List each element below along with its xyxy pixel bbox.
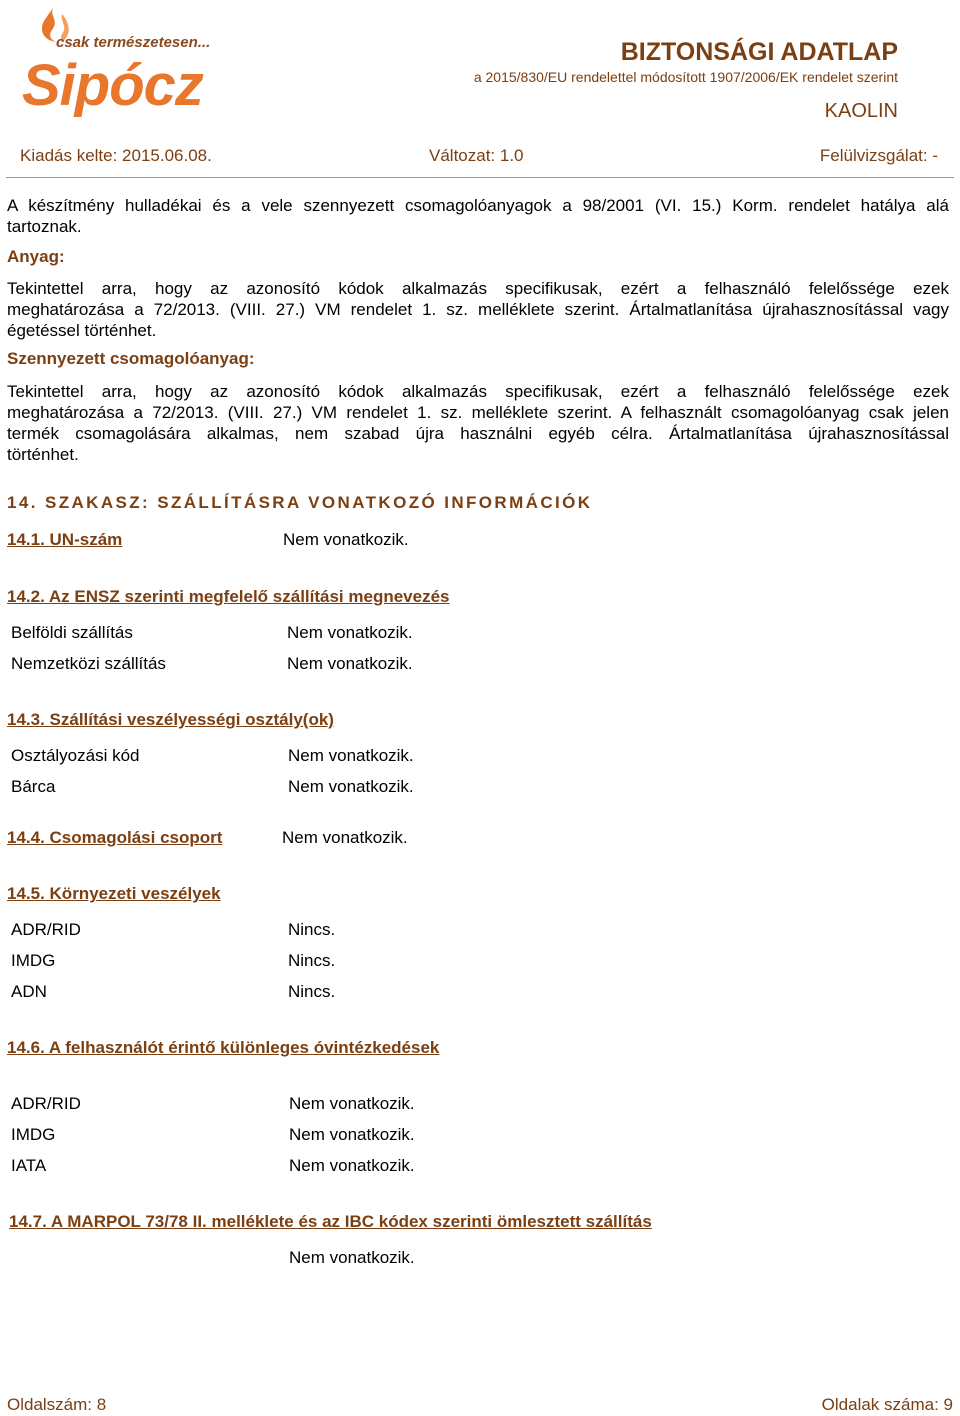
env-adn-value: Nincs. <box>288 982 336 1001</box>
international-transport-value: Nem vonatkozik. <box>287 654 413 673</box>
section-14-title: 14. SZAKASZ: SZÁLLÍTÁSRA VONATKOZÓ INFORMÁCIÓK <box>7 493 593 512</box>
un-number-label: 14.1. UN-szám <box>7 530 123 549</box>
un-number-value: Nem vonatkozik. <box>283 530 409 549</box>
revision: Felülvizsgálat: - <box>819 146 938 165</box>
product-name: KAOLIN <box>824 100 898 122</box>
prec-iata-value: Nem vonatkozik. <box>289 1156 415 1175</box>
env-imdg-value: Nincs. <box>288 951 336 970</box>
company-logo <box>18 4 218 120</box>
classification-code-value: Nem vonatkozik. <box>288 746 414 765</box>
un-name-label: 14.2. Az ENSZ szerinti megfelelő szállítási megnevezés <box>7 587 450 606</box>
material-label: Anyag: <box>7 247 65 266</box>
waste-paragraph: A készítmény hulladékai és a vele szennyezett csomagolóanyagok a 98/2001 (VI. 15.) Korm. rendelet hatálya alá tartoznak. <box>7 196 949 236</box>
env-adr-rid-value: Nincs. <box>288 920 336 939</box>
header-divider <box>6 177 954 178</box>
prec-imdg-label: IMDG <box>11 1125 56 1144</box>
label-badge-label: Bárca <box>11 777 56 796</box>
label-badge-value: Nem vonatkozik. <box>288 777 414 796</box>
domestic-transport-label: Belföldi szállítás <box>11 623 133 642</box>
international-transport-label: Nemzetközi szállítás <box>11 654 166 673</box>
page-number: Oldalszám: 8 <box>7 1395 107 1414</box>
env-imdg-label: IMDG <box>11 951 56 970</box>
prec-iata-label: IATA <box>11 1156 47 1175</box>
hazard-class-label: 14.3. Szállítási veszélyességi osztály(ok) <box>7 710 334 729</box>
document-title: BIZTONSÁGI ADATLAP <box>620 38 898 66</box>
prec-adr-rid-value: Nem vonatkozik. <box>289 1094 415 1113</box>
packing-group-value: Nem vonatkozik. <box>282 828 408 847</box>
document-subtitle: a 2015/830/EU rendelettel módosított 1907/2006/EK rendelet szerint <box>473 69 898 85</box>
issue-date: Kiadás kelte: 2015.06.08. <box>20 146 212 165</box>
marpol-label: 14.7. A MARPOL 73/78 II. melléklete és az IBC kódex szerinti ömlesztett szállítás <box>9 1212 652 1231</box>
environmental-hazards-label: 14.5. Környezeti veszélyek <box>7 884 221 903</box>
env-adn-label: ADN <box>11 982 47 1001</box>
packing-group-label: 14.4. Csomagolási csoport <box>7 828 223 847</box>
version: Változat: 1.0 <box>429 146 524 165</box>
page-count: Oldalak száma: 9 <box>821 1395 953 1414</box>
logo-tagline: csak természetesen... <box>56 34 211 51</box>
special-precautions-label: 14.6. A felhasználót érintő különleges óvintézkedések <box>7 1038 440 1057</box>
packaging-paragraph: Tekintettel arra, hogy az azonosító kódok alkalmazás specifikusak, ezért a felhasználó felelőssége ezek meghatározása a 72/2013. (VIII. 27.) VM rendelet 1. sz. melléklete szerint. A felhasznált csomagolóanyag csak jelen termék csomagolására alkalmas, nem szabad újra használni egyéb célra. Ártalmatlanítása újrahasznosítással történhet. <box>7 382 949 464</box>
logo-brand: Sipócz <box>22 53 203 118</box>
prec-adr-rid-label: ADR/RID <box>11 1094 81 1113</box>
env-adr-rid-label: ADR/RID <box>11 920 81 939</box>
domestic-transport-value: Nem vonatkozik. <box>287 623 413 642</box>
marpol-value: Nem vonatkozik. <box>289 1248 415 1267</box>
material-paragraph: Tekintettel arra, hogy az azonosító kódok alkalmazás specifikusak, ezért a felhasználó felelőssége ezek meghatározása a 72/2013. (VIII. 27.) VM rendelet 1. sz. melléklete szerint. Ártalmatlanítása újrahasznosítással vagy égetéssel történhet. <box>7 279 949 340</box>
classification-code-label: Osztályozási kód <box>11 746 140 765</box>
prec-imdg-value: Nem vonatkozik. <box>289 1125 415 1144</box>
packaging-label: Szennyezett csomagolóanyag: <box>7 349 255 368</box>
